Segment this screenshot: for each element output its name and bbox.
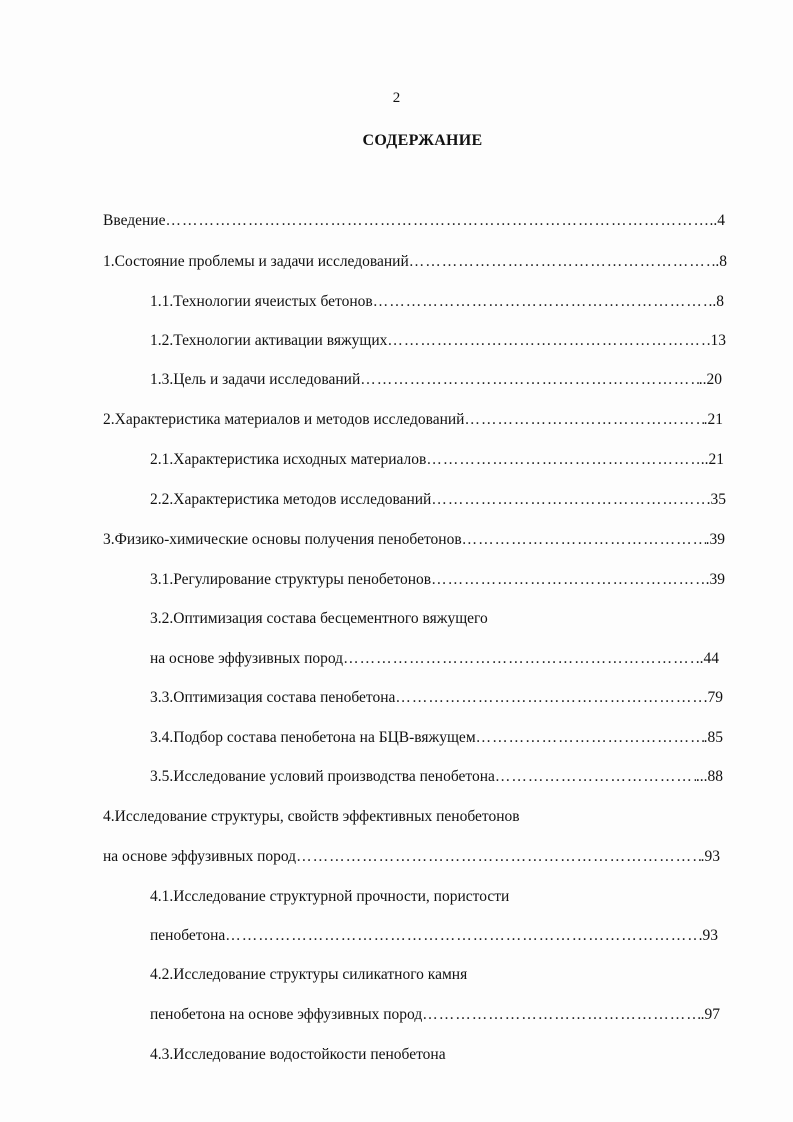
dot-leader bbox=[409, 252, 716, 272]
toc-entry bbox=[103, 847, 720, 867]
toc-entry-page: 13 bbox=[710, 332, 726, 349]
toc-entry bbox=[150, 570, 725, 590]
toc-entry-label: 4.3.Исследование водостойкости пенобетона bbox=[150, 1046, 446, 1063]
dot-leader bbox=[431, 490, 706, 510]
dot-leader bbox=[462, 530, 706, 550]
toc-entry-page: .97 bbox=[700, 1006, 720, 1023]
toc-entry-page: .85 bbox=[703, 729, 723, 746]
toc-entry-label: 1.2.Технологии активации вяжущих bbox=[150, 332, 388, 349]
toc-entry-label: 3.3.Оптимизация состава пенобетона bbox=[150, 689, 396, 706]
toc-entry-label: 4.Исследование структуры, свойств эффективных пенобетонов bbox=[103, 808, 520, 825]
toc-entry-label: 1.1.Технологии ячеистых бетонов bbox=[150, 293, 373, 310]
toc-entry-page: .35 bbox=[706, 491, 726, 508]
toc-entry-page: ...88 bbox=[695, 768, 723, 785]
toc-entry-label: 2.1.Характеристика исходных материалов bbox=[150, 451, 427, 468]
toc-entry-label: 1.3.Цель и задачи исследований bbox=[150, 371, 361, 388]
toc-entry bbox=[103, 252, 727, 272]
dot-leader bbox=[476, 728, 704, 748]
toc-entry bbox=[103, 530, 725, 550]
toc-entry-page: ..44 bbox=[695, 650, 719, 667]
toc-entry-label: на основе эффузивных пород bbox=[150, 650, 344, 667]
toc-entry-page: ..21 bbox=[700, 451, 724, 468]
toc-entry bbox=[150, 688, 723, 708]
dot-leader bbox=[225, 926, 698, 946]
toc-entry-page: ..8 bbox=[708, 293, 724, 310]
toc-entry-page: .93 bbox=[698, 927, 718, 944]
dot-leader bbox=[426, 450, 700, 470]
dot-leader bbox=[296, 847, 701, 867]
toc-entry-page: ..4 bbox=[709, 212, 725, 229]
toc-entry bbox=[103, 410, 723, 430]
toc-entry-page: .39 bbox=[705, 531, 725, 548]
toc-entry-label: 3.4.Подбор состава пенобетона на БЦВ-вяжущем bbox=[150, 729, 476, 746]
toc-entry bbox=[150, 649, 719, 669]
toc-entry-label: 4.2.Исследование структуры силикатного камня bbox=[150, 966, 468, 983]
toc-entry-page: .93 bbox=[700, 848, 720, 865]
toc-entry-page: ..20 bbox=[698, 371, 722, 388]
dot-leader bbox=[395, 688, 703, 708]
dot-leader bbox=[495, 767, 696, 787]
toc-title: СОДЕРЖАНИЕ bbox=[362, 132, 483, 149]
dot-leader bbox=[464, 410, 703, 430]
toc-entry-label: пенобетона bbox=[150, 927, 226, 944]
page-number: 2 bbox=[392, 90, 401, 106]
toc-entry-page: .39 bbox=[705, 571, 725, 588]
dot-leader bbox=[343, 649, 696, 669]
toc-entry-label: 3.1.Регулирование структуры пенобетонов bbox=[150, 571, 432, 588]
toc-entry bbox=[150, 767, 723, 787]
toc-entry-label: 4.1.Исследование структурной прочности, пористости bbox=[150, 888, 510, 905]
dot-leader bbox=[387, 331, 710, 351]
dot-leader bbox=[373, 292, 709, 312]
dot-leader bbox=[431, 570, 705, 590]
toc-entry-label: 2.2.Характеристика методов исследований bbox=[150, 491, 432, 508]
toc-entry bbox=[150, 1005, 720, 1025]
toc-entry bbox=[150, 450, 724, 470]
toc-entry-label: 1.Состояние проблемы и задачи исследований bbox=[103, 253, 409, 270]
toc-entry bbox=[150, 728, 723, 748]
toc-entry-label: пенобетона на основе эффузивных пород bbox=[150, 1006, 423, 1023]
toc-entry-page: .21 bbox=[703, 411, 723, 428]
toc-entry-label: 2.Характеристика материалов и методов исследований bbox=[103, 411, 465, 428]
dot-leader bbox=[422, 1005, 700, 1025]
toc-entry bbox=[150, 292, 724, 312]
toc-entry bbox=[150, 490, 726, 510]
dot-leader bbox=[165, 211, 709, 231]
toc-entry-page: .79 bbox=[703, 689, 723, 706]
toc-entry-label: на основе эффузивных пород bbox=[103, 848, 297, 865]
dot-leader bbox=[360, 370, 698, 390]
toc-entry-label: 3.2.Оптимизация состава бесцементного вяжущего bbox=[150, 610, 488, 627]
toc-entry-page: .8 bbox=[715, 253, 727, 270]
toc-entry-label: 3.5.Исследование условий производства пенобетона bbox=[150, 768, 495, 785]
toc-entry bbox=[150, 370, 722, 390]
toc-entry bbox=[150, 331, 726, 351]
toc-entry bbox=[150, 926, 718, 946]
toc-entry-label: Введение bbox=[103, 212, 166, 229]
toc-entry bbox=[103, 211, 725, 231]
toc-entry-label: 3.Физико-химические основы получения пенобетонов bbox=[103, 531, 462, 548]
